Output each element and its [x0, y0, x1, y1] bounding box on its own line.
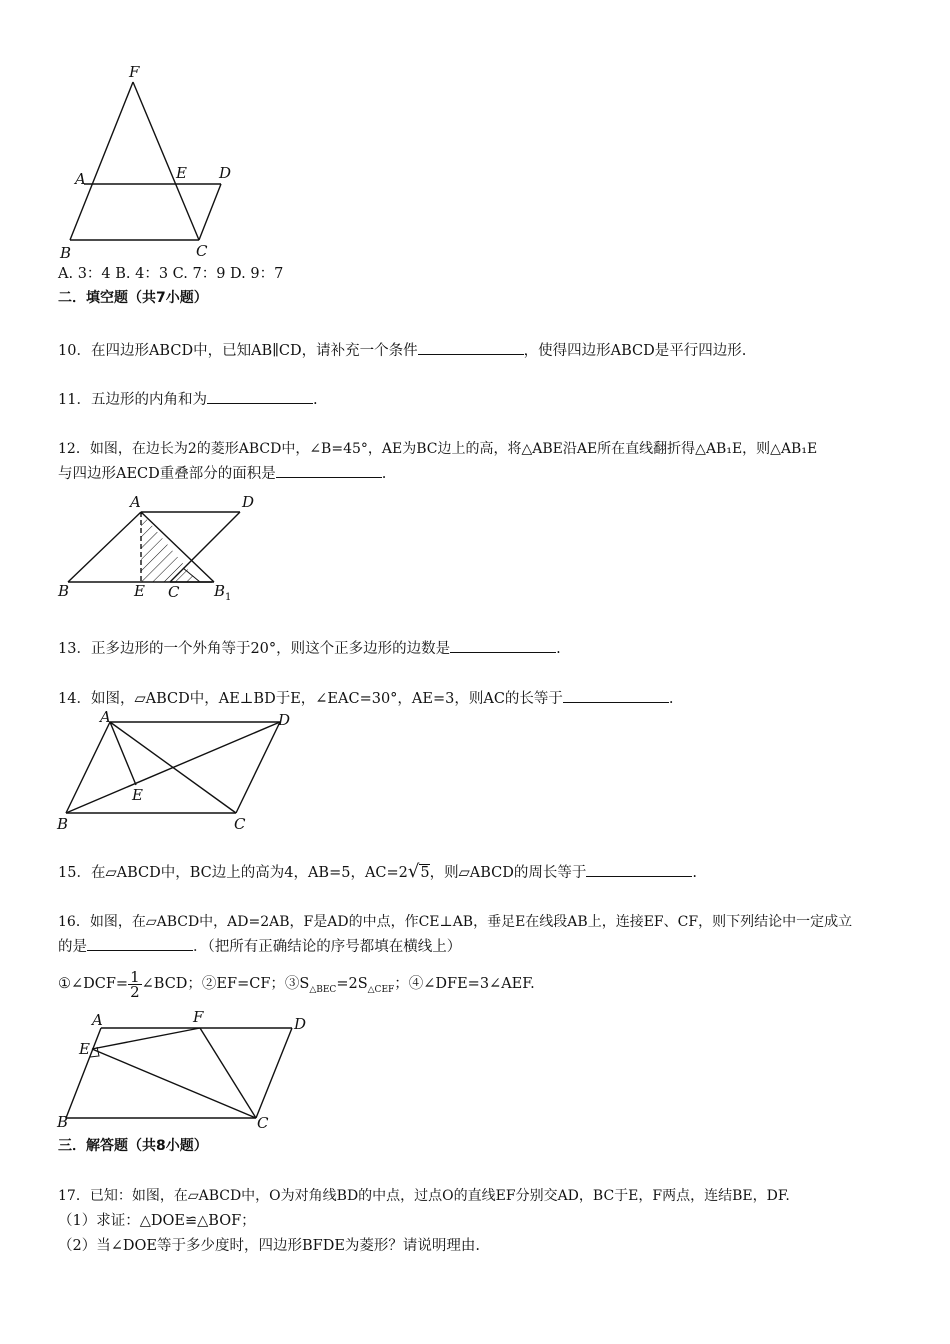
q12-text-post: .	[381, 466, 387, 482]
q12-label-d: D	[242, 493, 255, 511]
q16-label-e: E	[79, 1040, 90, 1058]
question-10	[58, 340, 746, 361]
q11-text-pre: 11．五边形的内角和为	[58, 392, 207, 408]
q10-text-post: ，使得四边形ABCD是平行四边形.	[523, 343, 747, 359]
q16-opt-end: ；④∠DFE=3∠AEF.	[394, 976, 535, 992]
q16-line1: 16．如图，在▱ABCD中，AD=2AB，F是AD的中点，作CE⊥AB，垂足E在线段AB上，连接EF、CF，则下列结论中一定成立	[58, 914, 853, 930]
q12-label-b1-subscript: 1	[225, 592, 232, 603]
q9-label-f: F	[129, 63, 140, 81]
q12-label-b: B	[58, 582, 70, 600]
q17-line2: （1）求证：△DOE≌△BOF；	[58, 1213, 256, 1229]
fraction-numerator: 1	[130, 967, 140, 986]
q12-label-c: C	[168, 583, 180, 601]
q14-text-pre: 14．如图，▱ABCD中，AE⊥BD于E，∠EAC=30°，AE=3，则AC的长等于	[58, 691, 563, 707]
q12-answer-blank[interactable]	[276, 463, 382, 478]
q14-label-b: B	[57, 815, 69, 833]
q16-answer-blank[interactable]	[87, 936, 193, 951]
q14-label-a: A	[100, 708, 111, 726]
q10-text-pre: 10．在四边形ABCD中，已知AB∥CD，请补充一个条件	[58, 343, 418, 359]
q15-text-pre: 15．在▱ABCD中，BC边上的高为4，AB=5，AC=2	[58, 865, 408, 881]
q14-text-post: .	[668, 691, 674, 707]
q14-label-c: C	[234, 815, 246, 833]
q13-answer-blank[interactable]	[450, 638, 556, 653]
q15-text-end: .	[692, 865, 698, 881]
q11-answer-blank[interactable]	[207, 389, 313, 404]
q14-label-e: E	[132, 786, 143, 804]
q16-opt-mid: ∠BCD；②EF=CF；③S	[141, 976, 310, 992]
fraction-denominator: 2	[130, 982, 140, 1001]
q15-sqrt-value: 5	[420, 865, 430, 881]
question-14	[58, 688, 674, 709]
q16-text-post: ．（把所有正确结论的序号都填在横线上）	[193, 939, 462, 955]
q12-text-pre: 与四边形AECD重叠部分的面积是	[58, 466, 276, 482]
q12-line1: 12．如图，在边长为2的菱形ABCD中，∠B=45°，AE为BC边上的高，将△ABE沿AE所在直线翻折得△AB₁E，则△AB₁E	[58, 441, 818, 457]
q15-text-post: ，则▱ABCD的周长等于	[429, 865, 587, 881]
q16-sub1: △BEC	[309, 984, 337, 995]
q12-label-e: E	[134, 582, 145, 600]
section2-title: 二．填空题（共7小题）	[58, 290, 208, 306]
q17-line3: （2）当∠DOE等于多少度时，四边形BFDE为菱形？请说明理由.	[58, 1238, 481, 1254]
question-16-line2	[58, 936, 461, 957]
q12-label-b1: B	[214, 582, 226, 600]
q16-figure	[52, 1008, 322, 1138]
q9-label-b: B	[60, 244, 72, 262]
q11-text-post: .	[312, 392, 318, 408]
q9-label-d: D	[219, 164, 232, 182]
q14-label-d: D	[278, 711, 291, 729]
q16-opt-pre: ①∠DCF=	[58, 976, 129, 992]
q16-options	[58, 968, 535, 1006]
section3-title: 三．解答题（共8小题）	[58, 1138, 208, 1154]
question-15	[58, 862, 697, 883]
q16-label-f: F	[193, 1008, 204, 1026]
q14-figure	[52, 708, 302, 838]
q16-text-pre: 的是	[58, 939, 87, 955]
question-13	[58, 638, 561, 659]
q14-answer-blank[interactable]	[563, 688, 669, 703]
q16-label-c: C	[257, 1114, 269, 1132]
q13-text-pre: 13．正多边形的一个外角等于20°，则这个正多边形的边数是	[58, 641, 451, 657]
q16-label-a: A	[92, 1011, 103, 1029]
q16-sub2: △CEF	[367, 984, 395, 995]
q10-answer-blank[interactable]	[418, 340, 524, 355]
q15-answer-blank[interactable]	[586, 862, 692, 877]
q16-opt-mid2: =2S	[336, 976, 368, 992]
q9-figure	[55, 60, 245, 265]
q16-label-d: D	[294, 1015, 307, 1033]
q9-label-c: C	[196, 242, 208, 260]
radical-sign-icon: √	[407, 861, 420, 882]
q9-label-e: E	[176, 164, 187, 182]
q12-figure	[52, 490, 272, 605]
q9-label-a: A	[75, 170, 86, 188]
q17-line1: 17．已知：如图，在▱ABCD中，O为对角线BD的中点，过点O的直线EF分别交AD，BC于E，F两点，连结BE，DF.	[58, 1188, 790, 1204]
question-12-line2	[58, 463, 386, 484]
question-11	[58, 389, 318, 410]
q16-label-b: B	[57, 1113, 69, 1131]
q13-text-post: .	[556, 641, 561, 657]
q16-fraction	[128, 967, 142, 1001]
q9-options: A. 3：4 B. 4：3 C. 7：9 D. 9：7	[58, 266, 284, 282]
q12-label-a: A	[130, 493, 141, 511]
